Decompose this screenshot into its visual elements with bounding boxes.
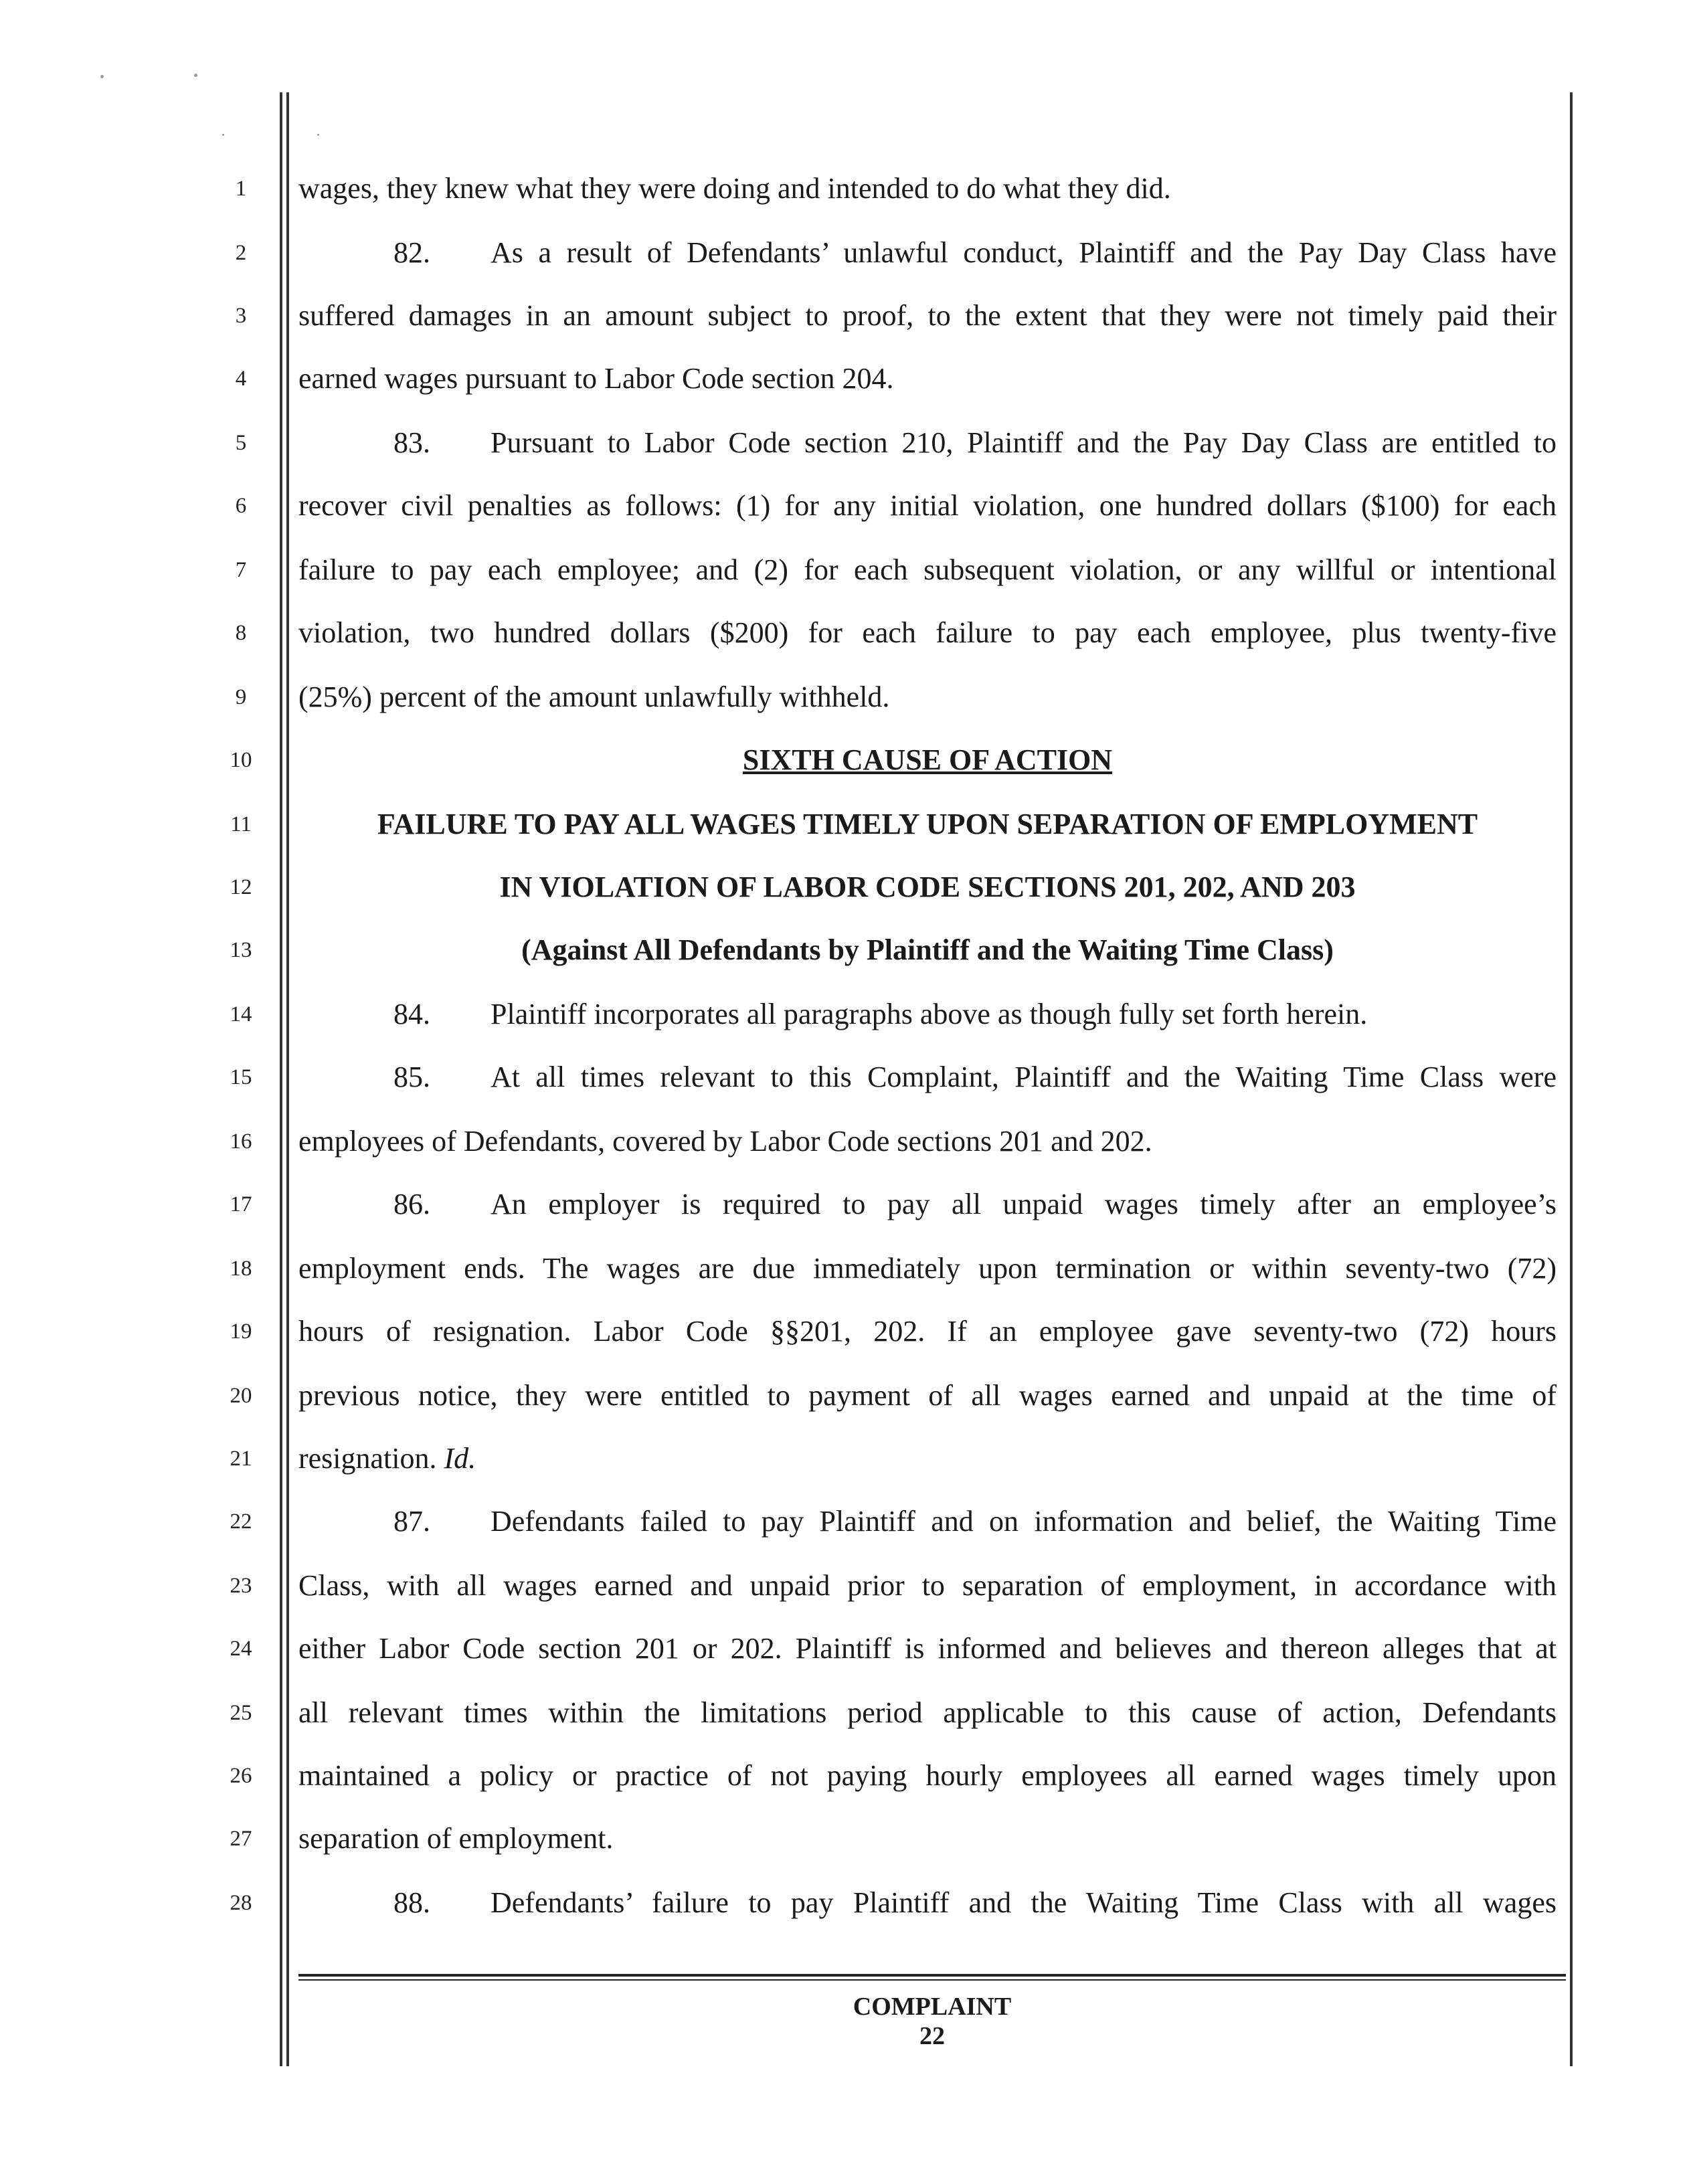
line-number: 10	[230, 748, 252, 772]
paragraph-83-line: violation, two hundred dollars ($200) for each failure to pay each employee, plus twenty-five	[298, 616, 1557, 649]
line-number: 12	[230, 875, 252, 899]
line-number: 17	[230, 1192, 252, 1216]
paragraph-87-line: separation of employment.	[298, 1822, 614, 1855]
paragraph-88-line: 88. Defendants’ failure to pay Plaintiff and the Waiting Time Class with all wages	[298, 1883, 1557, 1923]
paragraph-85-line: 85. At all times relevant to this Complaint, Plaintiff and the Waiting Time Class were	[298, 1057, 1557, 1097]
cause-against-line: (Against All Defendants by Plaintiff and the Waiting Time Class)	[521, 933, 1334, 966]
paragraph-number: 82.	[393, 236, 430, 269]
paragraph-number: 87.	[393, 1505, 430, 1538]
paragraph-number: 85.	[393, 1061, 430, 1093]
line-number: 11	[230, 812, 252, 836]
scan-speck	[317, 134, 319, 136]
line-number: 19	[230, 1320, 252, 1344]
line-number: 16	[230, 1129, 252, 1154]
line-number: 8	[235, 621, 247, 645]
left-margin-rule-inner	[286, 92, 289, 2066]
line-number: 27	[230, 1827, 252, 1851]
line-number: 9	[235, 685, 247, 709]
line-number: 7	[235, 558, 247, 582]
citation-id: Id.	[444, 1442, 476, 1475]
line-number: 13	[230, 938, 252, 962]
line-number: 2	[235, 241, 247, 265]
paragraph-82-line: earned wages pursuant to Labor Code section 204.	[298, 362, 894, 395]
paragraph-82-line: 82. As a result of Defendants’ unlawful conduct, Plaintiff and the Pay Day Class have	[298, 233, 1557, 273]
line-number: 23	[230, 1574, 252, 1598]
footer-page-number: 22	[919, 2022, 945, 2050]
paragraph-82-line: suffered damages in an amount subject to proof, to the extent that they were not timely paid their	[298, 299, 1557, 332]
paragraph-87-line: all relevant times within the limitations period applicable to this cause of action, Defendants	[298, 1696, 1557, 1729]
paragraph-number: 86.	[393, 1188, 430, 1220]
paragraph-87-line: either Labor Code section 201 or 202. Plaintiff is informed and believes and thereon alleges that at	[298, 1632, 1557, 1665]
line-number: 14	[230, 1002, 252, 1026]
footer-rule	[298, 1974, 1566, 1977]
paragraph-number: 84.	[393, 998, 430, 1030]
paragraph-85-line: employees of Defendants, covered by Labor Code sections 201 and 202.	[298, 1125, 1152, 1158]
footer-rule-thin	[298, 1979, 1566, 1981]
line-number: 6	[235, 494, 247, 518]
scan-speck	[194, 74, 197, 77]
line-number: 18	[230, 1257, 252, 1281]
paragraph-83-line: (25%) percent of the amount unlawfully withheld.	[298, 680, 890, 713]
cause-of-action-heading: SIXTH CAUSE OF ACTION	[742, 743, 1113, 776]
line-number: 4	[235, 367, 247, 391]
paragraph-83-line: 83. Pursuant to Labor Code section 210, Plaintiff and the Pay Day Class are entitled to	[298, 423, 1557, 463]
right-margin-rule	[1570, 92, 1573, 2066]
line-number: 26	[230, 1764, 252, 1788]
line-number: 5	[235, 431, 247, 455]
paragraph-number: 88.	[393, 1886, 430, 1919]
paragraph-83-line: failure to pay each employee; and (2) for each subsequent violation, or any willful or intentional	[298, 553, 1557, 586]
paragraph-86-line: previous notice, they were entitled to payment of all wages earned and unpaid at the time of	[298, 1379, 1557, 1412]
left-margin-rule	[280, 92, 282, 2066]
cause-title-line-1: FAILURE TO PAY ALL WAGES TIMELY UPON SEPARATION OF EMPLOYMENT	[377, 808, 1478, 840]
paragraph-number: 83.	[393, 426, 430, 459]
line-number: 20	[230, 1384, 252, 1408]
paragraph-86-line: hours of resignation. Labor Code §§201, 202. If an employee gave seventy-two (72) hours	[298, 1315, 1557, 1348]
paragraph-84-line: 84. Plaintiff incorporates all paragraphs above as though fully set forth herein.	[298, 994, 1557, 1034]
paragraph-86-line: 86. An employer is required to pay all unpaid wages timely after an employee’s	[298, 1184, 1557, 1224]
line-number: 24	[230, 1637, 252, 1661]
line-number: 15	[230, 1065, 252, 1089]
line-number: 28	[230, 1891, 252, 1915]
paragraph-83-line: recover civil penalties as follows: (1) for any initial violation, one hundred dollars ($100) for each	[298, 489, 1557, 522]
paragraph-86-line: employment ends. The wages are due immediately upon termination or within seventy-two (72)	[298, 1252, 1557, 1285]
scan-speck	[222, 134, 224, 136]
line-number: 1	[235, 177, 247, 201]
footer-document-title: COMPLAINT	[853, 1993, 1012, 2021]
paragraph-81-tail: wages, they knew what they were doing and intended to do what they did.	[298, 172, 1171, 205]
paragraph-87-line: 87. Defendants failed to pay Plaintiff and on information and belief, the Waiting Time	[298, 1502, 1557, 1542]
paragraph-87-line: Class, with all wages earned and unpaid prior to separation of employment, in accordance with	[298, 1569, 1557, 1602]
paragraph-86-line: resignation. Id.	[298, 1442, 476, 1475]
line-number: 3	[235, 304, 247, 328]
scan-speck	[100, 75, 104, 78]
line-number: 21	[230, 1447, 252, 1471]
line-number: 22	[230, 1510, 252, 1534]
line-number: 25	[230, 1701, 252, 1725]
text-line	[298, 169, 1557, 209]
paragraph-87-line: maintained a policy or practice of not paying hourly employees all earned wages timely upon	[298, 1759, 1557, 1792]
cause-title-line-2: IN VIOLATION OF LABOR CODE SECTIONS 201, 202, AND 203	[499, 871, 1356, 903]
